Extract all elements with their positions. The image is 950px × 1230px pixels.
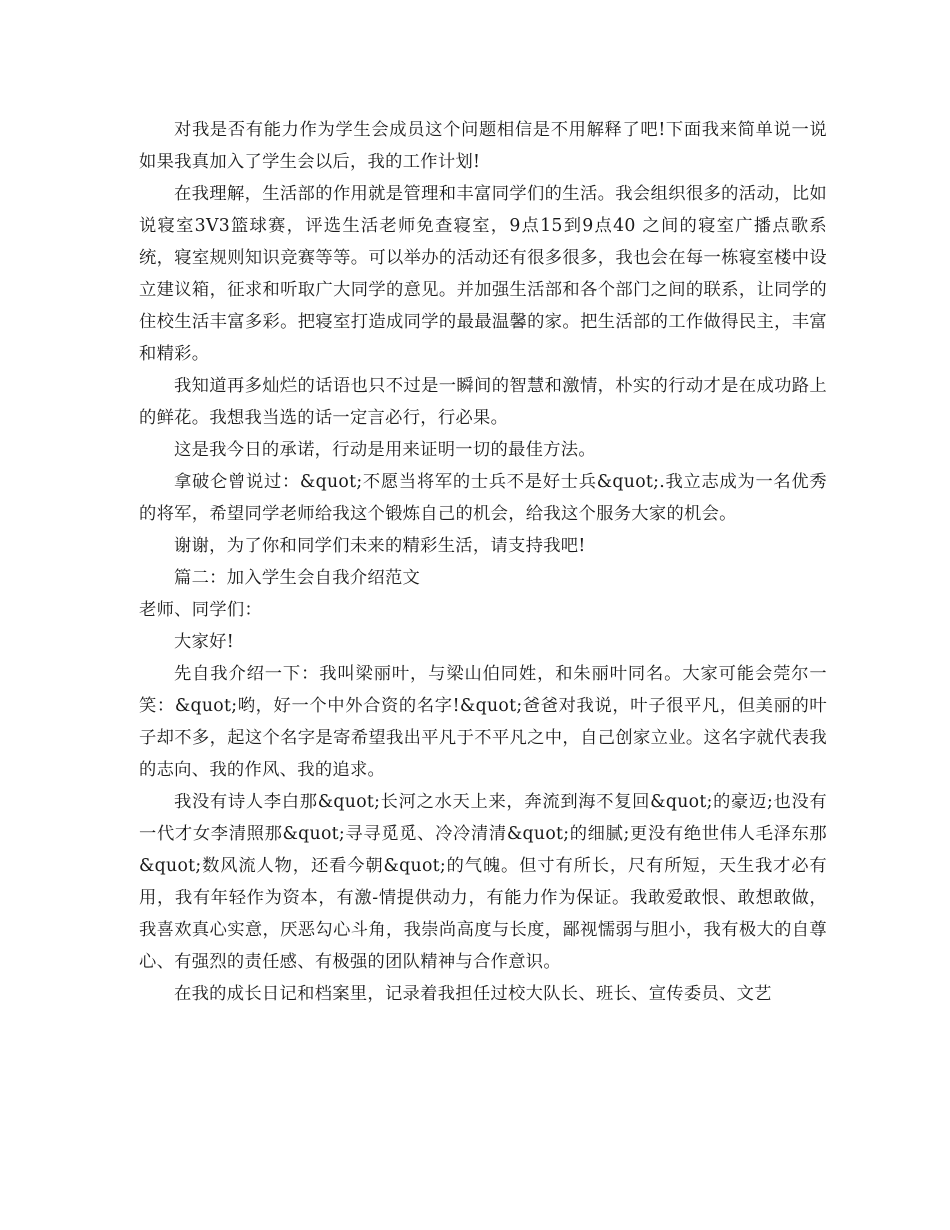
salutation: 老师、同学们： [139, 600, 263, 620]
document-body [139, 114, 827, 1010]
paragraph-6: 谢谢，为了你和同学们未来的精彩生活，请支持我吧! [174, 536, 586, 556]
paragraph-1: 对我是否有能力作为学生会成员这个问题相信是不用解释了吧!下面我来简单说一说如果我真加入了学生会以后，我的工作计划! [139, 120, 827, 172]
paragraph-5: 拿破仑曾说过：&quot;不愿当将军的士兵不是好士兵&quot;.我立志成为一名优秀的将军，希望同学老师给我这个锻炼自己的机会，给我这个服务大家的机会。 [139, 472, 827, 524]
section-heading: 篇二：加入学生会自我介绍范文 [174, 568, 421, 588]
paragraph-12: 在我的成长日记和档案里，记录着我担任过校大队长、班长、宣传委员、文艺 [174, 984, 772, 1004]
paragraph-11: 我没有诗人李白那&quot;长河之水天上来，奔流到海不复回&quot;的豪迈;也没有一代才女李清照那&quot;寻寻觅觅、冷冷清清&quot;的细腻;更没有绝世伟人毛泽东那&quot;数风流人物，还看今朝&quot;的气魄。但寸有所长，尺有所短，天生我才必有用，我有年轻作为资本，有激-情提供动力，有能力作为保证。我敢爱敢恨、敢想敢做，我喜欢真心实意，厌恶勾心斗角，我崇尚高度与长度，鄙视懦弱与胆小，我有极大的自尊心、有强烈的责任感、有极强的团队精神与合作意识。 [139, 792, 827, 972]
paragraph-2: 在我理解，生活部的作用就是管理和丰富同学们的生活。我会组织很多的活动，比如说寝室3V3篮球赛，评选生活老师免查寝室，9点15到9点40 之间的寝室广播点歌系统，寝室规则知识竞赛等等。可以举办的活动还有很多很多，我也会在每一栋寝室楼中设立建议箱，征求和听取广大同学的意见。并加强生活部和各个部门之间的联系，让同学的住校生活丰富多彩。把寝室打造成同学的最最温馨的家。把生活部的工作做得民主，丰富和精彩。 [139, 184, 827, 364]
paragraph-3: 我知道再多灿烂的话语也只不过是一瞬间的智慧和激情，朴实的行动才是在成功路上的鲜花。我想我当选的话一定言必行，行必果。 [139, 376, 827, 428]
greeting: 大家好! [174, 632, 234, 652]
paragraph-4: 这是我今日的承诺，行动是用来证明一切的最佳方法。 [174, 440, 596, 460]
paragraph-10: 先自我介绍一下：我叫梁丽叶，与梁山伯同姓，和朱丽叶同名。大家可能会莞尔一笑：&quot;哟，好一个中外合资的名字!&quot;爸爸对我说，叶子很平凡，但美丽的叶子却不多，起这个名字是寄希望我出平凡于不平凡之中，自己创家立业。这名字就代表我的志向、我的作风、我的追求。 [139, 664, 827, 780]
